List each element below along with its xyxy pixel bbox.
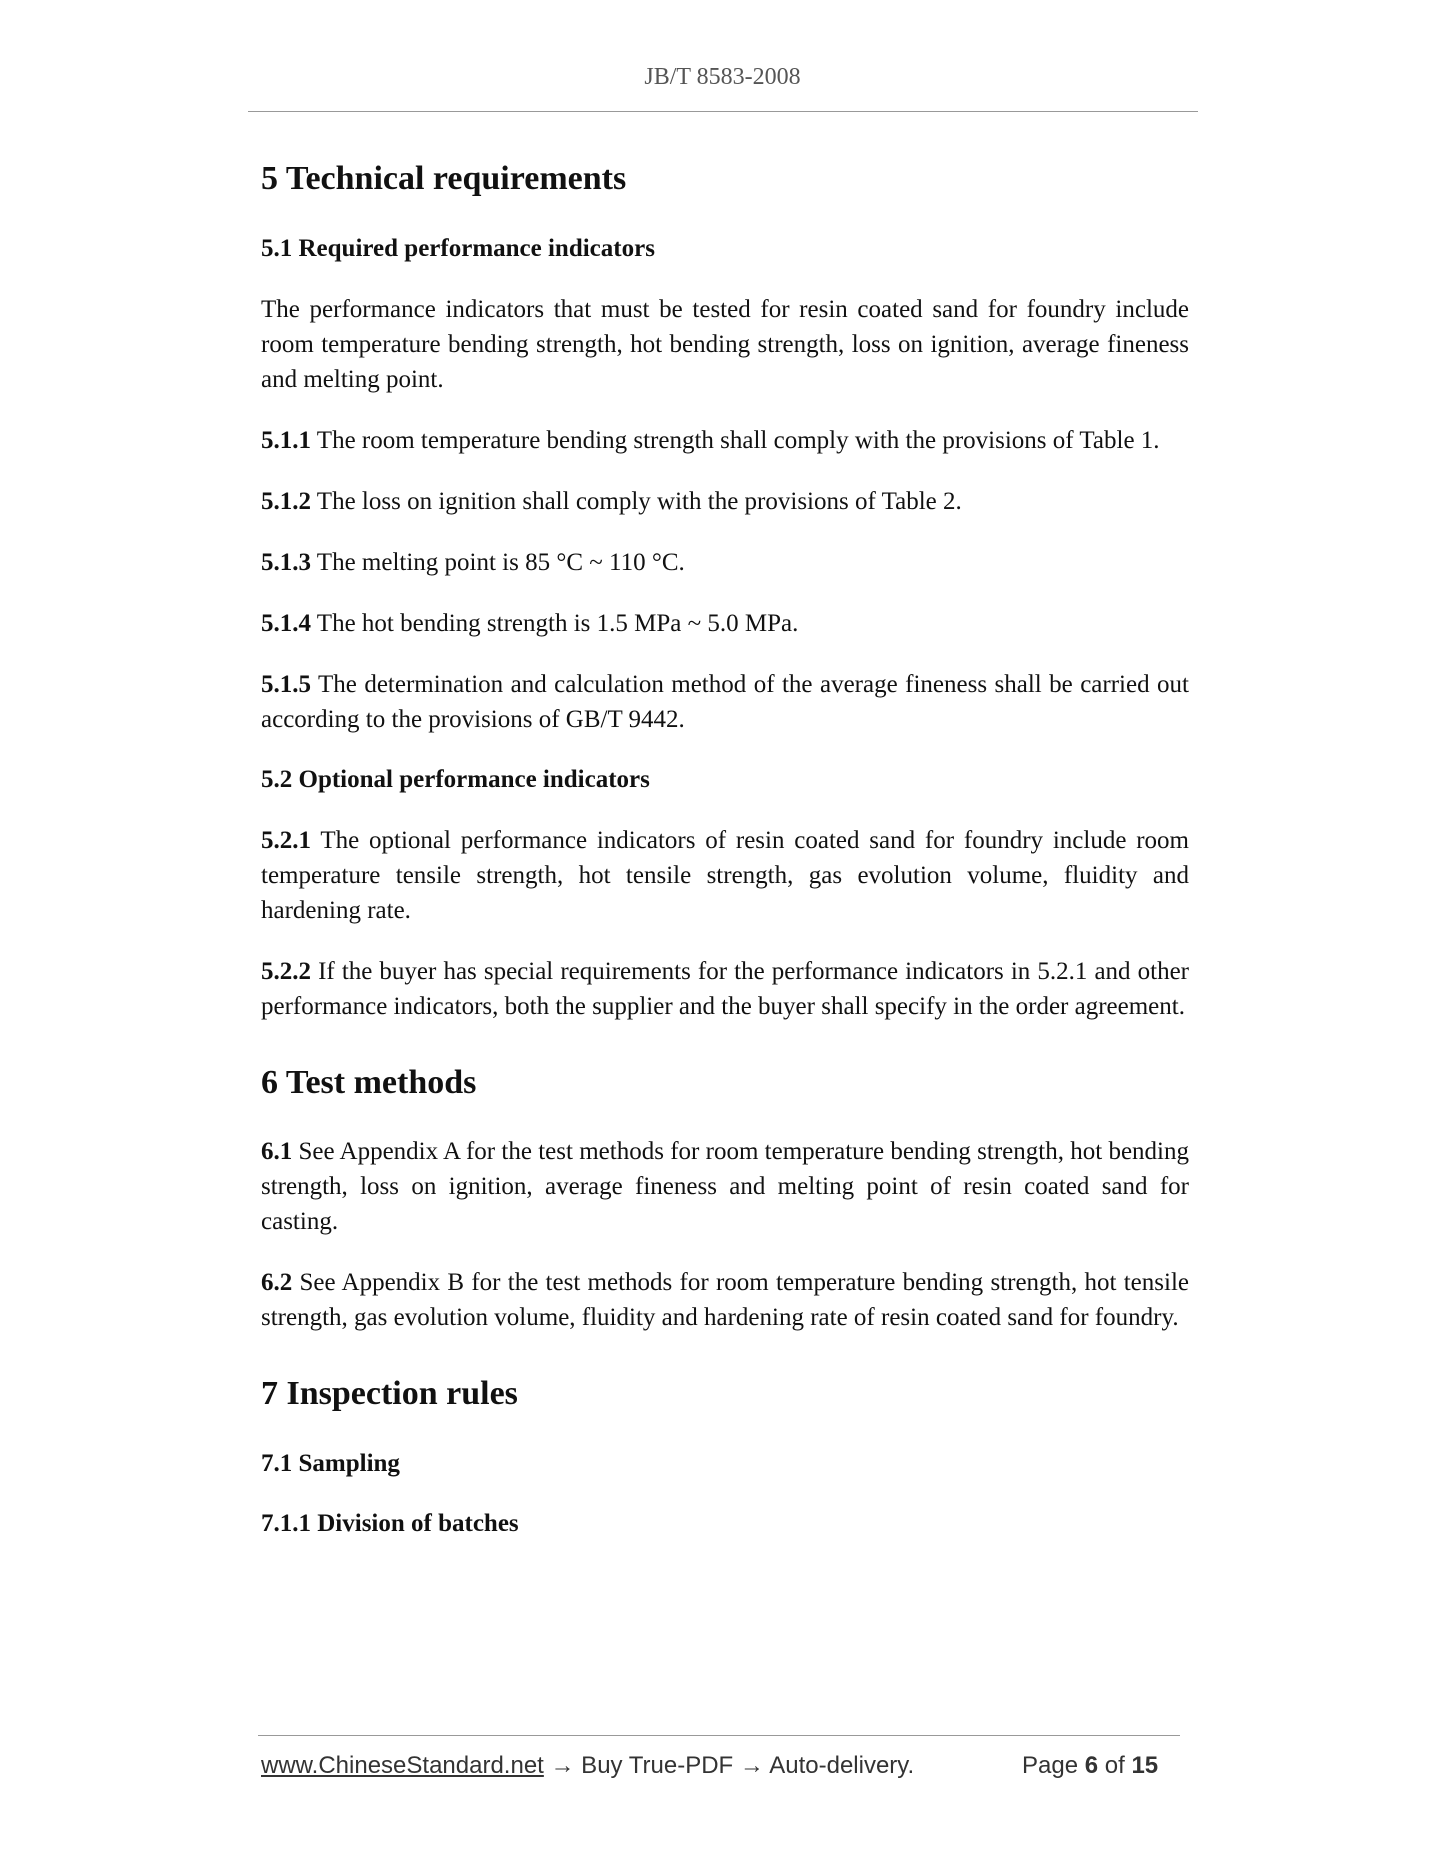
clause-5-1-4 xyxy=(261,606,1189,641)
section-5-heading: 5 Technical requirements xyxy=(261,160,627,197)
section-7-heading: 7 Inspection rules xyxy=(261,1375,518,1412)
page-label: Page xyxy=(1022,1752,1085,1779)
section-5-2-heading: 5.2 Optional performance indicators xyxy=(261,766,650,793)
clause-number: 5.2.1 xyxy=(261,827,311,854)
clause-5-1-3 xyxy=(261,545,1189,580)
clause-number: 5.2.2 xyxy=(261,958,311,985)
clause-number: 5.1.3 xyxy=(261,549,311,576)
section-7-1-heading: 7.1 Sampling xyxy=(261,1450,400,1477)
page-content xyxy=(261,150,1189,1541)
clause-6-1 xyxy=(261,1134,1189,1239)
section-5-1-intro: The performance indicators that must be tested for resin coated sand for foundry include room temperature bending strength, hot bending strength, loss on ignition, average fineness and melting point. xyxy=(261,296,1189,393)
section-7-1-1-heading: 7.1.1 Division of batches xyxy=(261,1510,519,1537)
section-5-1-heading: 5.1 Required performance indicators xyxy=(261,235,655,262)
clause-5-2-2 xyxy=(261,954,1189,1024)
footer-tagline: → Buy True-PDF → Auto-delivery. xyxy=(543,1752,915,1779)
header-divider xyxy=(248,111,1198,112)
clause-text: The melting point is 85 °C ~ 110 °C. xyxy=(311,549,685,576)
clause-text: The determination and calculation method of the average fineness shall be carried out according to the provisions of GB/T 9442. xyxy=(261,671,1189,733)
clause-text: See Appendix A for the test methods for room temperature bending strength, hot bending strength, loss on ignition, average fineness and melting point of resin coated sand for casting. xyxy=(261,1138,1189,1235)
clause-5-1-5 xyxy=(261,667,1189,737)
clause-5-1-1 xyxy=(261,423,1189,458)
clause-text: The room temperature bending strength shall comply with the provisions of Table 1. xyxy=(311,427,1160,454)
of-label: of xyxy=(1098,1752,1132,1779)
clause-6-2 xyxy=(261,1265,1189,1335)
clause-5-2-1 xyxy=(261,823,1189,928)
clause-text: If the buyer has special requirements for the performance indicators in 5.2.1 and other performance indicators, both the supplier and the buyer shall specify in the order agreement. xyxy=(261,958,1189,1020)
page-number: 6 xyxy=(1084,1752,1099,1779)
clause-text: The loss on ignition shall comply with the provisions of Table 2. xyxy=(311,488,962,515)
running-header: JB/T 8583-2008 xyxy=(644,64,801,90)
footer-divider xyxy=(258,1735,1180,1736)
clause-text: See Appendix B for the test methods for room temperature bending strength, hot tensile strength, gas evolution volume, fluidity and hardening rate of resin coated sand for foundry. xyxy=(261,1269,1189,1331)
clause-number: 5.1.2 xyxy=(261,488,311,515)
clause-number: 6.2 xyxy=(261,1269,293,1296)
clause-text: The optional performance indicators of resin coated sand for foundry include room temperature tensile strength, hot tensile strength, gas evolution volume, fluidity and hardening rate. xyxy=(261,827,1189,924)
page-indicator xyxy=(1022,1752,1158,1780)
site-link[interactable]: www.ChineseStandard.net xyxy=(261,1752,544,1779)
page-total: 15 xyxy=(1131,1752,1159,1779)
clause-text: The hot bending strength is 1.5 MPa ~ 5.0 MPa. xyxy=(311,610,799,637)
clause-number: 5.1.1 xyxy=(261,427,311,454)
clause-number: 6.1 xyxy=(261,1138,293,1165)
clause-number: 5.1.5 xyxy=(261,671,311,698)
clause-5-1-2 xyxy=(261,484,1189,519)
footer-promo xyxy=(261,1752,914,1780)
section-6-heading: 6 Test methods xyxy=(261,1064,477,1101)
clause-number: 5.1.4 xyxy=(261,610,311,637)
